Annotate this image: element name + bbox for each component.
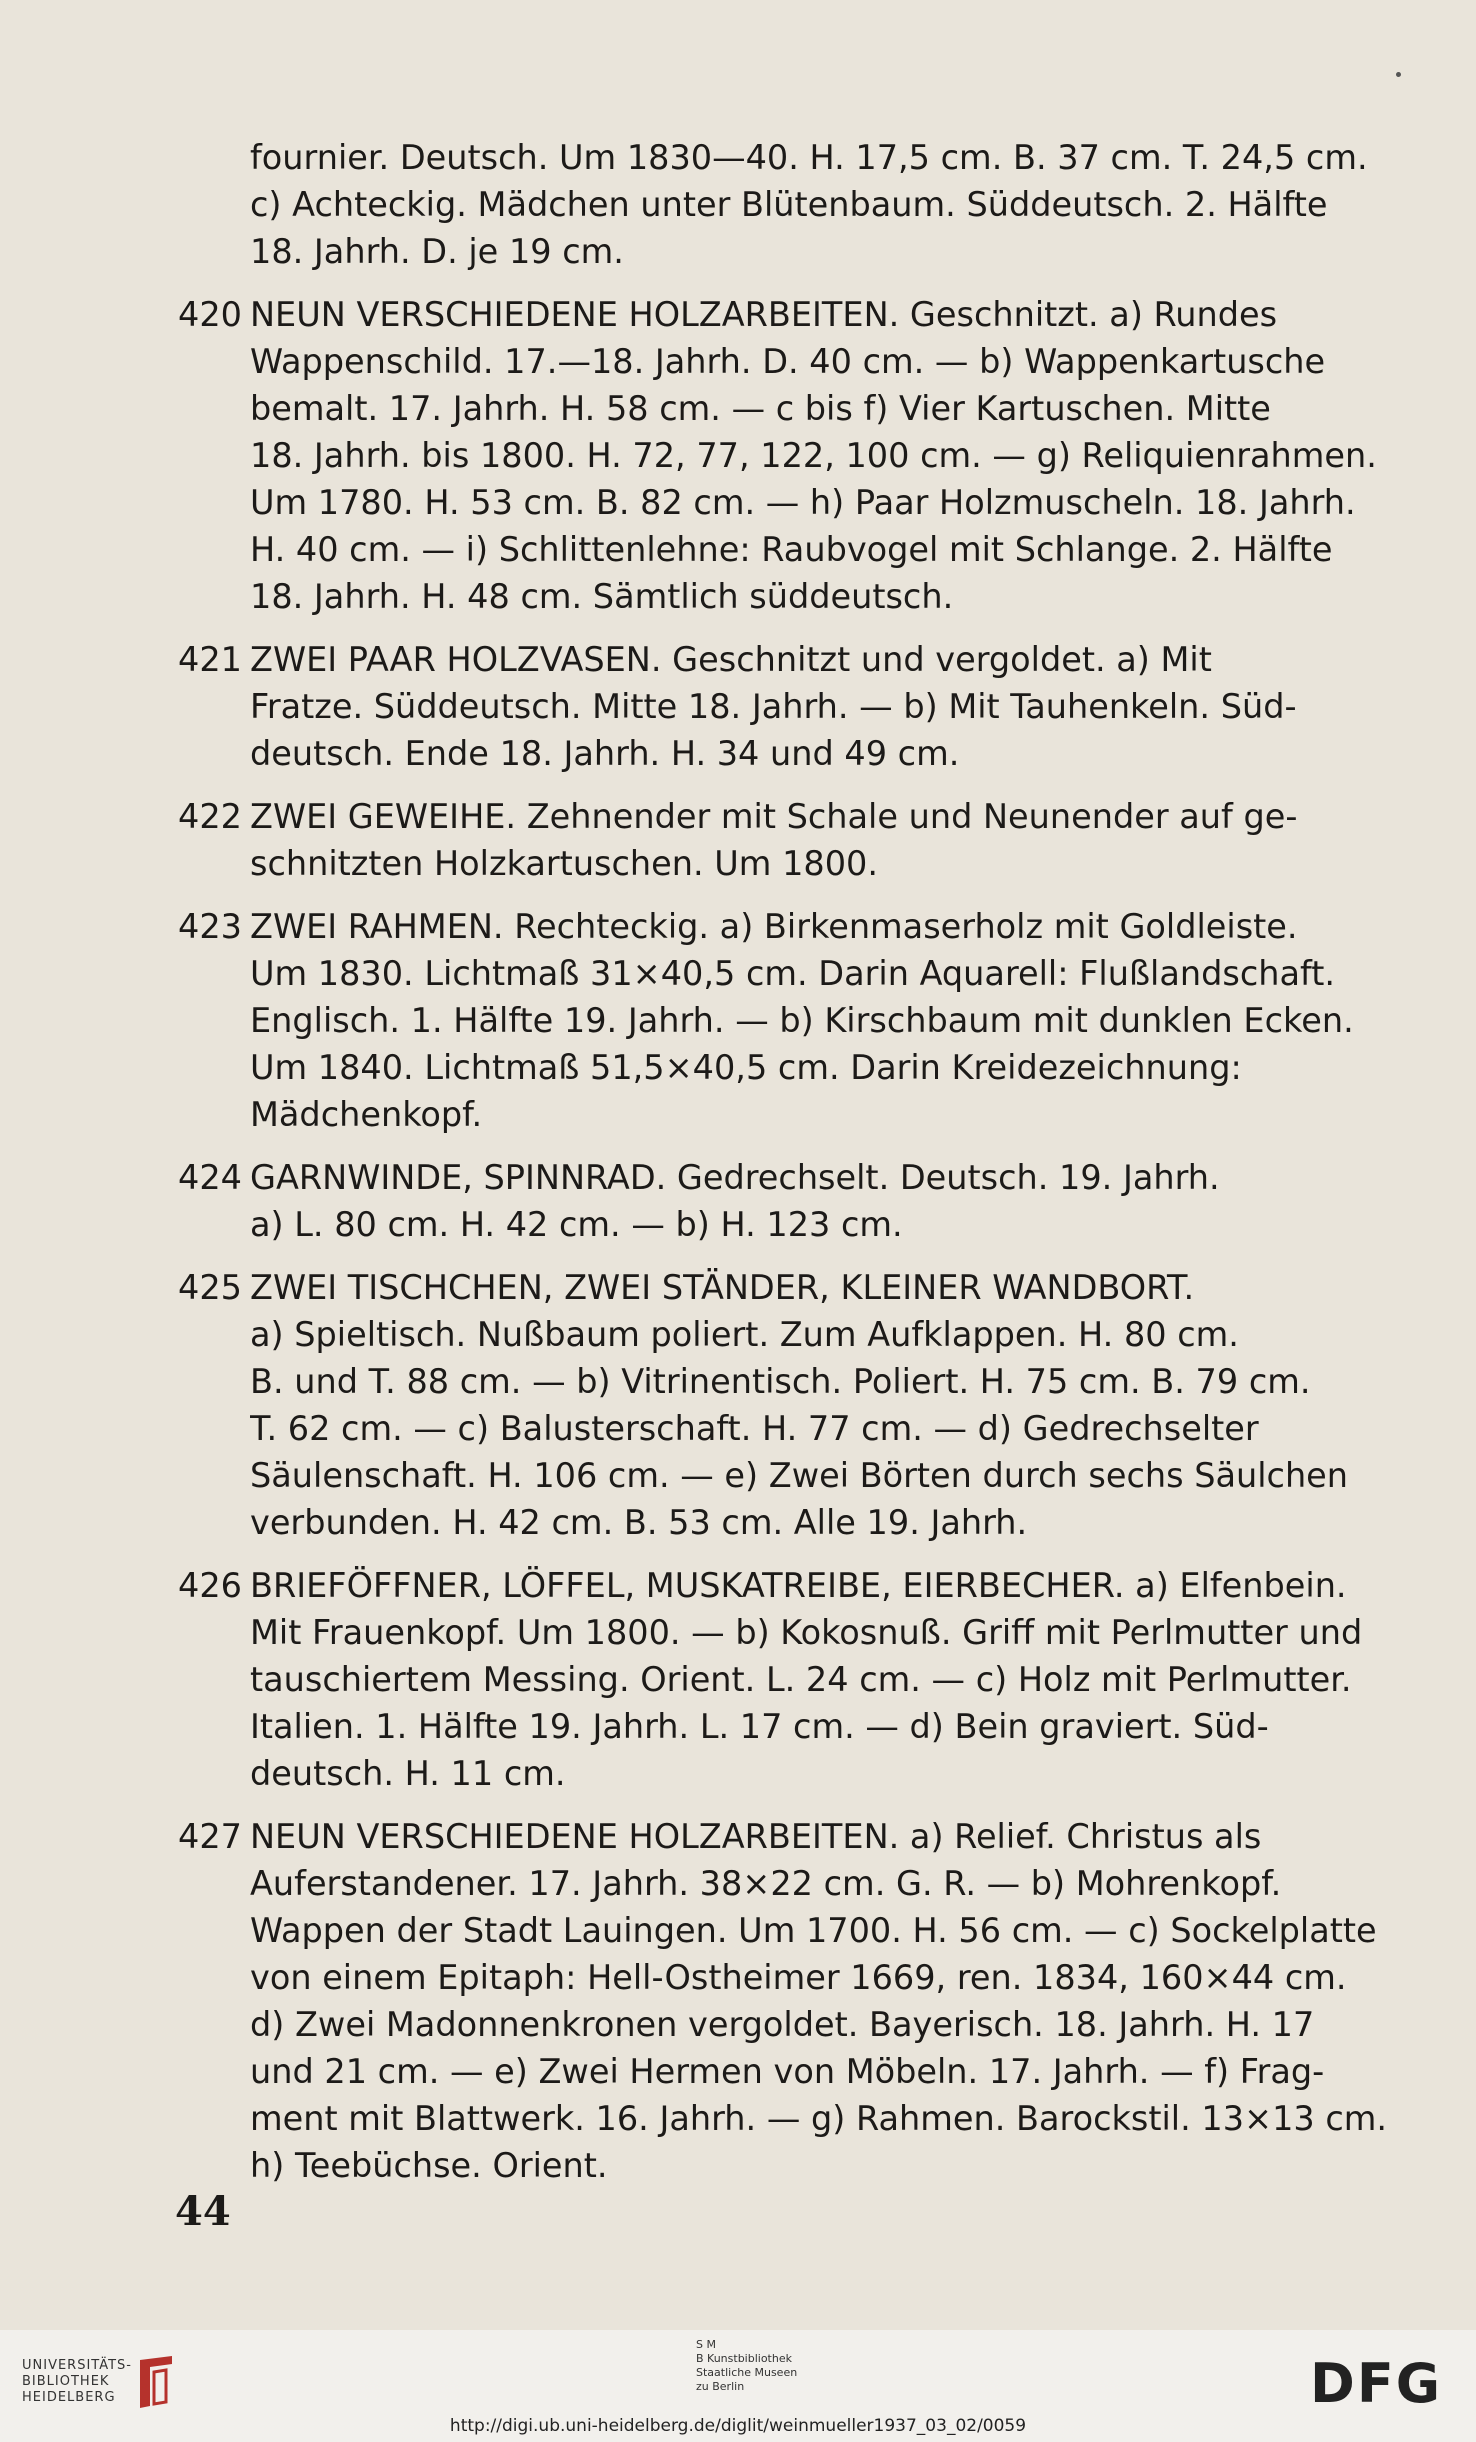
text-line: T. 62 cm. — c) Balusterschaft. H. 77 cm. — d) Gedrechselter <box>250 1409 1259 1448</box>
text-line: tauschiertem Messing. Orient. L. 24 cm. — c) Holz mit Perlmutter. <box>250 1660 1352 1699</box>
text-line: NEUN VERSCHIEDENE HOLZARBEITEN. Geschnitzt. a) Rundes <box>250 295 1278 334</box>
text-line: deutsch. Ende 18. Jahrh. H. 34 und 49 cm. <box>250 734 960 773</box>
stamp-line: B Kunstbibliothek <box>696 2352 792 2365</box>
text-line: Um 1830. Lichtmaß 31×40,5 cm. Darin Aquarell: Flußlandschaft. <box>250 954 1336 993</box>
text-line: Fratze. Süddeutsch. Mitte 18. Jahrh. — b) Mit Tauhenkeln. Süd- <box>250 687 1297 726</box>
text-line: BRIEFÖFFNER, LÖFFEL, MUSKATREIBE, EIERBECHER. a) Elfenbein. <box>250 1566 1347 1605</box>
text-line: GARNWINDE, SPINNRAD. Gedrechselt. Deutsch. 19. Jahrh. <box>250 1158 1220 1197</box>
text-line: d) Zwei Madonnenkronen vergoldet. Bayerisch. 18. Jahrh. H. 17 <box>250 2005 1315 2044</box>
library-line: BIBLIOTHEK <box>22 2374 110 2389</box>
text-line: a) Spieltisch. Nußbaum poliert. Zum Aufklappen. H. 80 cm. <box>250 1315 1239 1354</box>
lot-number: 425 <box>178 1268 242 1307</box>
stamp-line: zu Berlin <box>696 2380 745 2393</box>
text-line: Wappenschild. 17.—18. Jahrh. D. 40 cm. — b) Wappenkartusche <box>250 342 1326 381</box>
text-line: ment mit Blattwerk. 16. Jahrh. — g) Rahmen. Barockstil. 13×13 cm. <box>250 2099 1388 2138</box>
text-line: 18. Jahrh. D. je 19 cm. <box>250 232 624 271</box>
text-line: deutsch. H. 11 cm. <box>250 1754 566 1793</box>
text-line: Auferstandener. 17. Jahrh. 38×22 cm. G. R. — b) Mohrenkopf. <box>250 1864 1282 1903</box>
text-line: bemalt. 17. Jahrh. H. 58 cm. — c bis f) Vier Kartuschen. Mitte <box>250 389 1271 428</box>
museum-stamp <box>696 2338 797 2394</box>
text-line: NEUN VERSCHIEDENE HOLZARBEITEN. a) Relief. Christus als <box>250 1817 1262 1856</box>
text-line: a) L. 80 cm. H. 42 cm. — b) H. 123 cm. <box>250 1205 903 1244</box>
text-line: Mit Frauenkopf. Um 1800. — b) Kokosnuß. Griff mit Perlmutter und <box>250 1613 1363 1652</box>
lot-number: 423 <box>178 907 242 946</box>
text-line: Mädchenkopf. <box>250 1095 483 1134</box>
text-line: von einem Epitaph: Hell-Ostheimer 1669, ren. 1834, 160×44 cm. <box>250 1958 1347 1997</box>
lot-number: 422 <box>178 797 242 836</box>
text-line: Um 1840. Lichtmaß 51,5×40,5 cm. Darin Kreidezeichnung: <box>250 1048 1242 1087</box>
text-line: H. 40 cm. — i) Schlittenlehne: Raubvogel mit Schlange. 2. Hälfte <box>250 530 1333 569</box>
text-line: h) Teebüchse. Orient. <box>250 2146 608 2185</box>
text-line: Wappen der Stadt Lauingen. Um 1700. H. 56 cm. — c) Sockelplatte <box>250 1911 1377 1950</box>
lot-number: 426 <box>178 1566 242 1605</box>
lot-number: 424 <box>178 1158 242 1197</box>
text-line: 18. Jahrh. H. 48 cm. Sämtlich süddeutsch. <box>250 577 954 616</box>
text-line: ZWEI RAHMEN. Rechteckig. a) Birkenmaserholz mit Goldleiste. <box>250 907 1298 946</box>
text-line: fournier. Deutsch. Um 1830—40. H. 17,5 cm. B. 37 cm. T. 24,5 cm. <box>250 138 1368 177</box>
text-line: und 21 cm. — e) Zwei Hermen von Möbeln. 17. Jahrh. — f) Frag- <box>250 2052 1325 2091</box>
stamp-line: S M <box>696 2338 716 2351</box>
stamp-line: Staatliche Museen <box>696 2366 798 2379</box>
text-line: Italien. 1. Hälfte 19. Jahrh. L. 17 cm. — d) Bein graviert. Süd- <box>250 1707 1269 1746</box>
text-line: c) Achteckig. Mädchen unter Blütenbaum. Süddeutsch. 2. Hälfte <box>250 185 1328 224</box>
text-line: Säulenschaft. H. 106 cm. — e) Zwei Börten durch sechs Säulchen <box>250 1456 1349 1495</box>
text-line: verbunden. H. 42 cm. B. 53 cm. Alle 19. Jahrh. <box>250 1503 1028 1542</box>
page-speck <box>1396 72 1401 77</box>
university-library-logo[interactable] <box>22 2358 132 2406</box>
permalink-url[interactable]: http://digi.ub.uni-heidelberg.de/diglit/weinmueller1937_03_02/0059 <box>449 2416 1027 2436</box>
text-line: schnitzten Holzkartuschen. Um 1800. <box>250 844 878 883</box>
viewer-footer <box>0 2330 1476 2442</box>
text-line: ZWEI TISCHCHEN, ZWEI STÄNDER, KLEINER WANDBORT. <box>250 1268 1195 1307</box>
text-line: Um 1780. H. 53 cm. B. 82 cm. — h) Paar Holzmuscheln. 18. Jahrh. <box>250 483 1356 522</box>
text-line: 18. Jahrh. bis 1800. H. 72, 77, 122, 100 cm. — g) Reliquienrahmen. <box>250 436 1377 475</box>
page-number: 44 <box>175 2188 231 2235</box>
library-line: UNIVERSITÄTS- <box>22 2358 132 2373</box>
dfg-logo[interactable]: DFG <box>1310 2352 1443 2415</box>
lot-number: 420 <box>178 295 242 334</box>
library-line: HEIDELBERG <box>22 2390 116 2405</box>
text-line: ZWEI GEWEIHE. Zehnender mit Schale und Neunender auf ge- <box>250 797 1298 836</box>
text-line: Englisch. 1. Hälfte 19. Jahrh. — b) Kirschbaum mit dunklen Ecken. <box>250 1001 1354 1040</box>
text-line: ZWEI PAAR HOLZVASEN. Geschnitzt und vergoldet. a) Mit <box>250 640 1212 679</box>
university-seal-icon <box>132 2354 180 2412</box>
lot-number: 421 <box>178 640 242 679</box>
text-line: B. und T. 88 cm. — b) Vitrinentisch. Poliert. H. 75 cm. B. 79 cm. <box>250 1362 1311 1401</box>
lot-number: 427 <box>178 1817 242 1856</box>
